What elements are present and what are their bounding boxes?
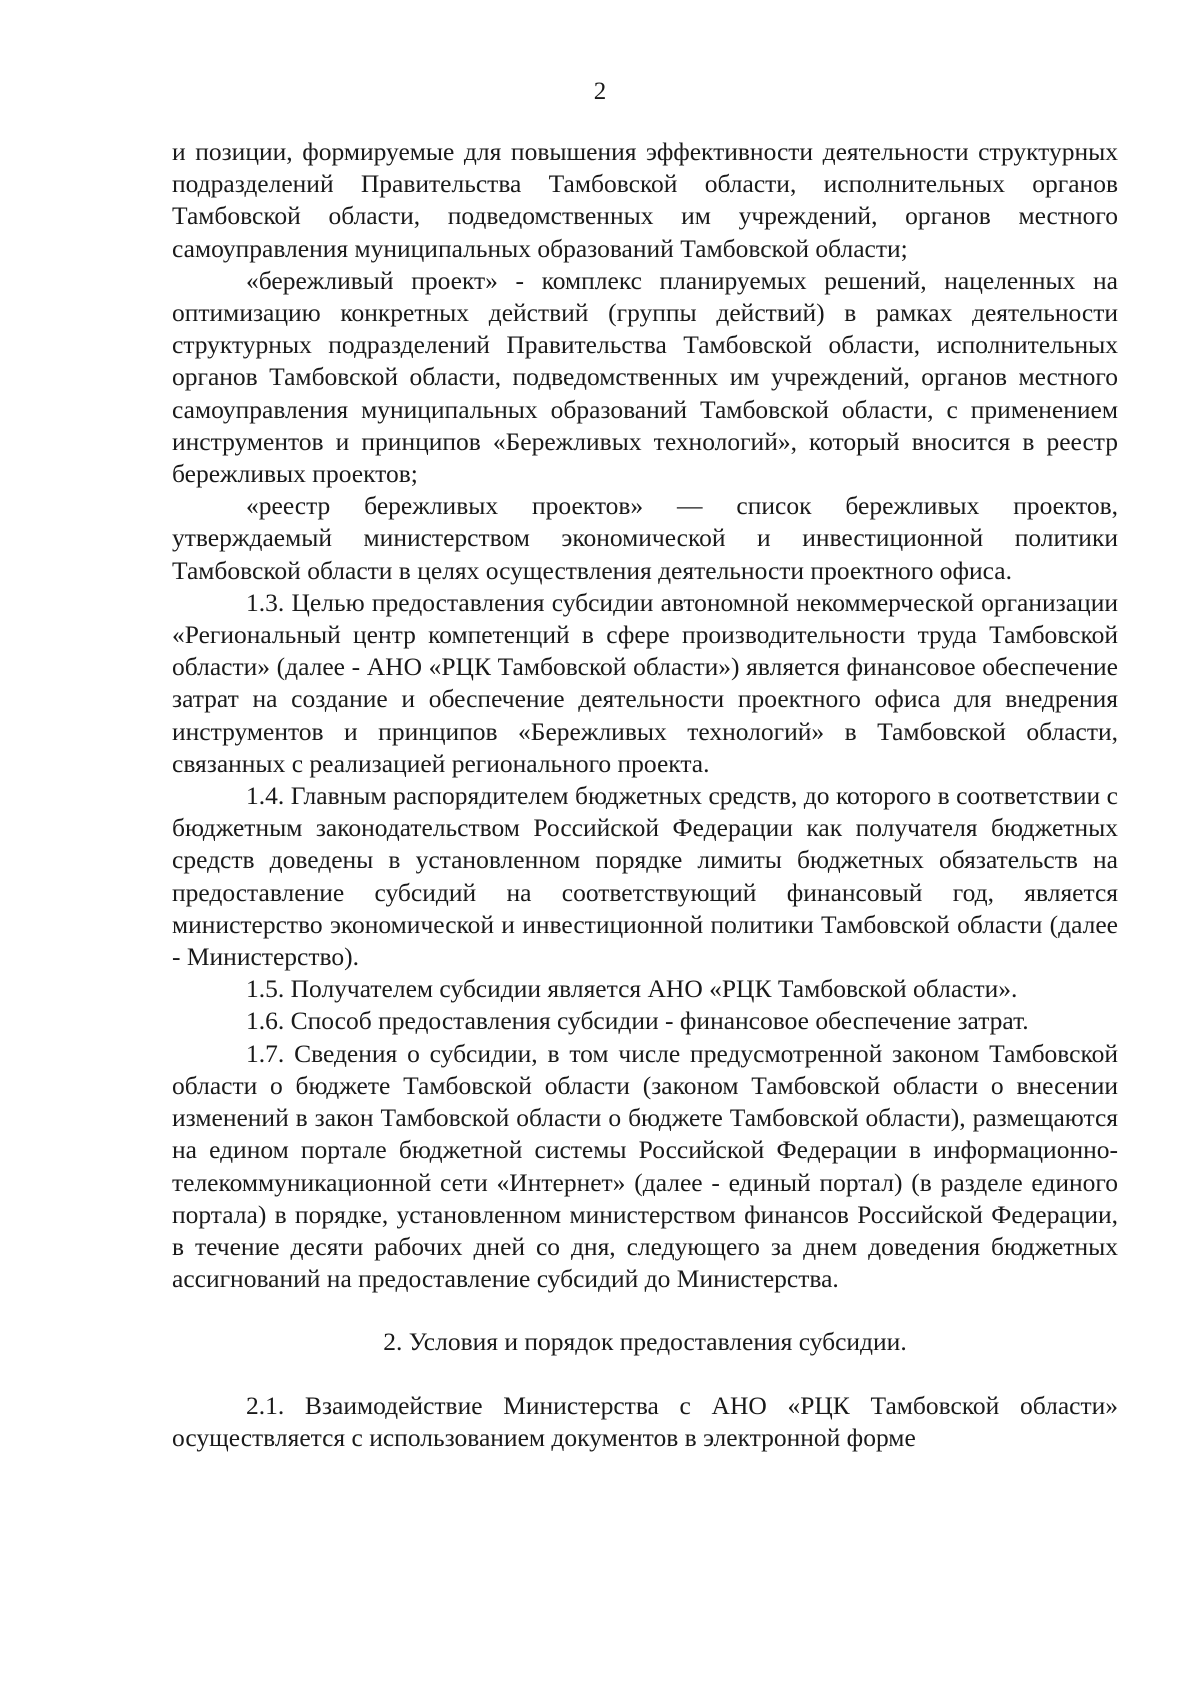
paragraph-1-5: 1.5. Получателем субсидии является АНО «РЦК Тамбовской области».: [246, 974, 1018, 1004]
paragraph-registry-definition: «реестр бережливых проектов» — список бережливых проектов, утверждаемый министерством экономической и инвестиционной политики Тамбовской области в целях осуществления деятельности проектного офиса.: [172, 491, 1118, 585]
paragraph-1-7: 1.7. Сведения о субсидии, в том числе предусмотренной законом Тамбовской области о бюджете Тамбовской области (законом Тамбовской области о внесении изменений в закон Тамбовской области о бюджете Тамбовской области), размещаются на едином портале бюджетной системы Российской Федерации в информационно-телекоммуникационной сети «Интернет» (далее - единый портал) (в разделе единого портала) в порядке, установленном министерством финансов Российской Федерации, в течение десяти рабочих дней со дня, следующего за днем доведения бюджетных ассигнований на предоставление субсидий до Министерства.: [172, 1038, 1118, 1294]
paragraph-1-4: 1.4. Главным распорядителем бюджетных средств, до которого в соответствии с бюджетным законодательством Российской Федерации как получателя бюджетных средств доведены в установленном порядке лимиты бюджетных обязательств на предоставление субсидий на соответствующий финансовый год, является министерство экономической и инвестиционной политики Тамбовской области (далее - Министерство).: [172, 781, 1118, 972]
paragraph-2-1: 2.1. Взаимодействие Министерства с АНО «РЦК Тамбовской области» осуществляется с использованием документов в электронной форме: [172, 1390, 1118, 1452]
paragraph-1-3: 1.3. Целью предоставления субсидии автономной некоммерческой организации «Региональный центр компетенций в сфере производительности труда Тамбовской области» (далее - АНО «РЦК Тамбовской области») является финансовое обеспечение затрат на создание и обеспечение деятельности проектного офиса для внедрения инструментов и принципов «Бережливых технологий» в Тамбовской области, связанных с реализацией регионального проекта.: [172, 587, 1118, 778]
paragraph-lean-project-definition: «бережливый проект» - комплекс планируемых решений, нацеленных на оптимизацию конкретных действий (группы действий) в рамках деятельности структурных подразделений Правительства Тамбовской области, исполнительных органов Тамбовской области, подведомственных им учреждений, органов местного самоуправления муниципальных образований Тамбовской области, с применением инструментов и принципов «Бережливых технологий», который вносится в реестр бережливых проектов;: [172, 265, 1118, 489]
paragraph-1-6: 1.6. Способ предоставления субсидии - финансовое обеспечение затрат.: [246, 1006, 1029, 1036]
paragraph-continuation: и позиции, формируемые для повышения эффективности деятельности структурных подразделений Правительства Тамбовской области, исполнительных органов Тамбовской области, подведомственных им учреждений, органов местного самоуправления муниципальных образований Тамбовской области;: [172, 137, 1118, 263]
section-heading: 2. Условия и порядок предоставления субсидии.: [383, 1327, 907, 1357]
page-number: 2: [593, 78, 607, 105]
document-body: [172, 136, 1118, 1454]
